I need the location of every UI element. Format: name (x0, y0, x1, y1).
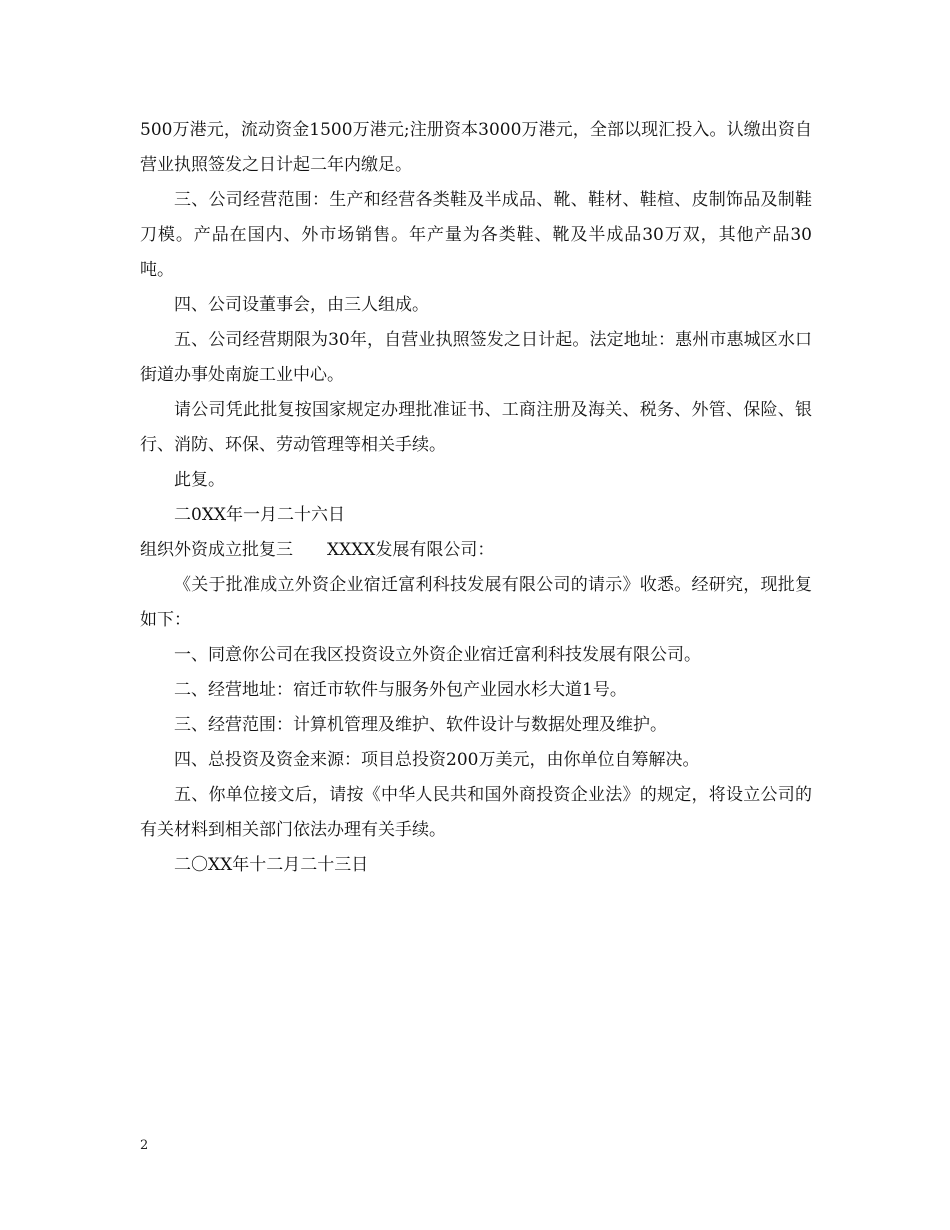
document-body (140, 113, 812, 883)
paragraph-item-2: 二、经营地址：宿迁市软件与服务外包产业园水杉大道1号。 (174, 680, 627, 700)
paragraph-business-scope: 三、公司经营范围：生产和经营各类鞋及半成品、靴、鞋材、鞋楦、皮制饰品及制鞋刀模。产品在国内、外市场销售。年产量为各类鞋、靴及半成品30万双，其他产品30吨。 (140, 190, 812, 280)
paragraph-item-3: 三、经营范围：计算机管理及维护、软件设计与数据处理及维护。 (174, 715, 667, 735)
paragraph-reply: 此复。 (174, 470, 225, 490)
paragraph-item-4: 四、总投资及资金来源：项目总投资200万美元，由你单位自筹解决。 (174, 750, 700, 770)
paragraph-board: 四、公司设董事会，由三人组成。 (174, 295, 429, 315)
paragraph-request-received: 《关于批准成立外资企业宿迁富利科技发展有限公司的请示》收悉。经研究，现批复如下： (140, 575, 812, 630)
section-heading: 组织外资成立批复三 XXXX发展有限公司： (140, 540, 495, 560)
paragraph-date-2: 二〇XX年十二月二十三日 (174, 855, 369, 875)
paragraph-procedures: 请公司凭此批复按国家规定办理批准证书、工商注册及海关、税务、外管、保险、银行、消防、环保、劳动管理等相关手续。 (140, 400, 812, 455)
paragraph-capital: 500万港元，流动资金1500万港元;注册资本3000万港元，全部以现汇投入。认缴出资自营业执照签发之日计起二年内缴足。 (140, 120, 812, 175)
paragraph-term-address: 五、公司经营期限为30年，自营业执照签发之日计起。法定地址：惠州市惠城区水口街道办事处南旋工业中心。 (140, 330, 812, 385)
paragraph-item-5: 五、你单位接文后，请按《中华人民共和国外商投资企业法》的规定，将设立公司的有关材料到相关部门依法办理有关手续。 (140, 785, 812, 840)
page-number: 2 (140, 1138, 149, 1153)
paragraph-item-1: 一、同意你公司在我区投资设立外资企业宿迁富利科技发展有限公司。 (174, 645, 701, 665)
paragraph-date-1: 二0XX年一月二十六日 (174, 505, 346, 525)
